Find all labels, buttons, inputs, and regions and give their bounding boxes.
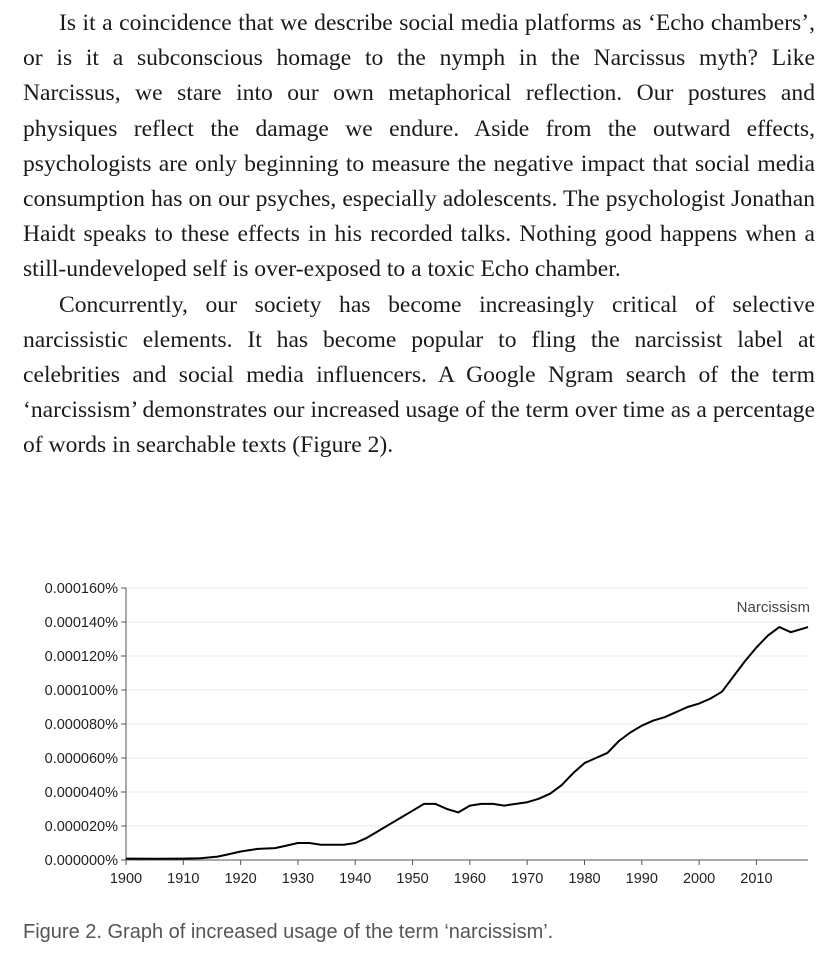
y-tick-label: 0.000120%	[44, 649, 118, 665]
x-tick-label: 1970	[511, 871, 544, 887]
x-tick-label: 1980	[568, 871, 601, 887]
paragraph: Concurrently, our society has become increasingly critical of selective narcissistic elements. It has become popular to fling the narcissist label at celebrities and social media influencers. A Google Ngram search of the term ‘narcissism’ demonstrates our increased usage of the term over time as a percentage of words in searchable texts (Figure 2).	[23, 291, 815, 459]
y-tick-label: 0.000000%	[44, 853, 118, 869]
x-tick-label: 2010	[740, 871, 773, 887]
y-tick-label: 0.000060%	[44, 751, 118, 767]
article-body	[23, 6, 815, 464]
y-tick-label: 0.000080%	[44, 717, 118, 733]
x-tick-label: 2000	[682, 871, 716, 887]
y-tick-label: 0.000140%	[44, 615, 118, 631]
series-line-narcissism	[126, 627, 808, 859]
series-label: Narcissism	[736, 599, 810, 617]
x-tick-label: 1950	[396, 871, 429, 887]
y-tick-label: 0.000160%	[44, 581, 118, 597]
x-tick-label: 1900	[109, 871, 143, 887]
y-tick-label: 0.000020%	[44, 819, 118, 835]
figure-caption: Figure 2. Graph of increased usage of the term ‘narcissism’.	[23, 921, 554, 943]
y-tick-label: 0.000040%	[44, 785, 118, 801]
y-tick-label: 0.000100%	[44, 683, 118, 699]
paragraph: Is it a coincidence that we describe social media platforms as ‘Echo chambers’, or is it a subconscious homage to the nymph in the Narcissus myth? Like Narcissus, we stare into our own metaphorical reflection. Our postures and physiques reflect the damage we endure. Aside from the outward effects, psychologists are only beginning to measure the negative impact that social media consumption has on our psyches, especially adolescents. The psychologist Jonathan Haidt speaks to these effects in his recorded talks. Nothing good happens when a still-undeveloped self is over-exposed to a toxic Echo chamber.	[23, 10, 815, 283]
x-tick-label: 1990	[625, 871, 658, 887]
x-tick-label: 1930	[281, 871, 315, 887]
x-tick-label: 1940	[339, 871, 372, 887]
x-tick-label: 1960	[453, 871, 486, 887]
x-tick-label: 1910	[167, 871, 200, 887]
ngram-chart	[0, 562, 838, 902]
x-tick-label: 1920	[224, 871, 257, 887]
